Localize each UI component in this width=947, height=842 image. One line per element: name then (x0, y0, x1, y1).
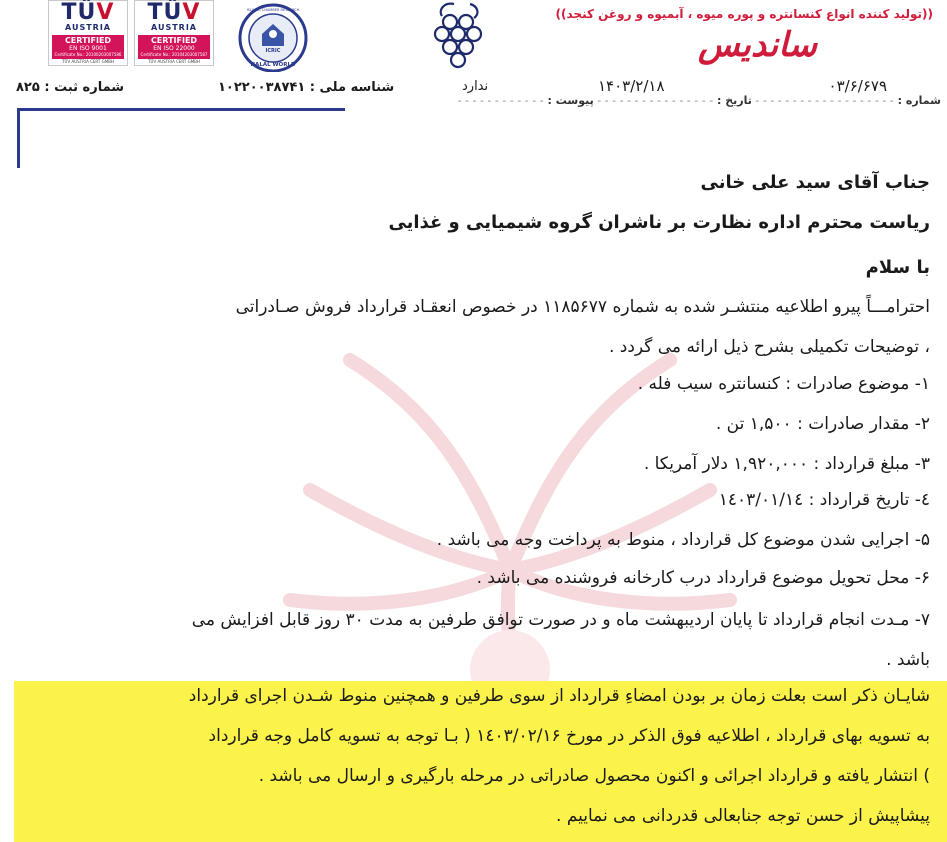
cert-number: Certificate No.: 20104203007587 (140, 52, 208, 57)
list-item: ۷- مـدت انجام قرارداد تا پایان اردیبهشت ماه و در صورت توافق طرفین به مدت ۳۰ روز قابل افزایش می (191, 610, 930, 630)
cert-status: CERTIFIED (64, 36, 112, 45)
letter-date: ۱۴۰۳/۲/۱۸ (598, 77, 665, 95)
closing-line: به تسویه بهای قرارداد ، اطلاعیه فوق الذکر در مورخ ۱٤۰۳/۰۲/۱۶ ( بـا توجه به تسویه کامل وجه قرارداد (208, 726, 930, 746)
list-item: ۳- مبلغ قرارداد : ۱,۹۲۰,۰۰۰ دلار آمریکا . (643, 454, 930, 474)
certificate-box (138, 35, 210, 59)
letter-number: ۰۳/۶/۶۷۹ (828, 77, 887, 95)
attachment-label: پیوست : (547, 94, 594, 107)
cert-number: Certificate No.: 20100203007586 (54, 52, 122, 57)
cert-standard: EN ISO 9001 (69, 45, 107, 52)
tuv-iso9001-badge (48, 0, 128, 66)
header-field-labels (458, 94, 941, 107)
national-id: شناسه ملی : ۱۰۲۲۰۰۳۸۷۴۱ (218, 80, 395, 95)
dotted-line: - - - - - - - - - - - - - - - - (593, 94, 714, 107)
recipient-name: جناب آقای سید علی خانی (700, 172, 930, 193)
tuv-austria-logo: TÜV (147, 0, 201, 25)
list-item: ۲- مقدار صادرات : ۱,۵۰۰ تن . (715, 414, 930, 434)
tuv-iso22000-badge (134, 0, 214, 66)
svg-text:ISLAMIC CHAMBER RESEARCH: ISLAMIC CHAMBER RESEARCH (246, 8, 300, 12)
list-item: ٤- تاریخ قرارداد : ۱٤۰۳/۰۱/۱٤ (718, 490, 930, 510)
cert-footer: TÜV AUSTRIA CERT GMBH (148, 59, 200, 64)
date-label: تاریخ : (717, 94, 752, 107)
company-name-logo: ساندیس (698, 25, 817, 65)
list-item: ۱- موضوع صادرات : کنسانتره سیب فله . (637, 374, 930, 394)
dotted-line: - - - - - - - - - - - - - - - - - - - (751, 94, 894, 107)
frame-line-vertical (17, 108, 20, 168)
cert-standard: EN ISO 22000 (153, 45, 195, 52)
cert-status: CERTIFIED (150, 36, 198, 45)
list-item: ۵- اجرایی شدن موضوع کل قرارداد ، منوط به پرداخت وجه می باشد . (436, 530, 930, 550)
certificate-box (52, 35, 124, 59)
greeting: با سلام (865, 257, 930, 278)
intro-line: احترامـــاً پیرو اطلاعیه منتشـر شده به شماره ۱۱۸۵۶۷۷ در خصوص انعقـاد قرارداد فروش صـادراتی (235, 297, 930, 317)
registration-number: شماره ثبت : ۸۲۵ (16, 80, 125, 95)
svg-text:HALAL WORLD: HALAL WORLD (250, 62, 296, 68)
company-tagline: ((تولید کننده انواع کنسانتره و پوره میوه ، آبمیوه و روغن کنجد)) (555, 7, 933, 21)
frame-line-horizontal (17, 108, 345, 111)
halal-seal-icon (232, 0, 314, 72)
tuv-country: AUSTRIA (151, 23, 197, 32)
grape-cluster-logo (414, 0, 504, 72)
cert-footer: TÜV AUSTRIA CERT GMBH (62, 59, 114, 64)
closing-line: ) انتشار یافته و قرارداد اجرائی و اکنون محصول صادراتی در مرحله بارگیری و ارسال می باشد . (258, 766, 930, 786)
number-label: شماره : (897, 94, 941, 107)
dotted-line: - - - - - - - - - - - - (457, 94, 544, 107)
list-item-continuation: باشد . (886, 650, 930, 670)
attachment-value: ندارد (462, 79, 489, 94)
svg-text:ICRIC: ICRIC (265, 48, 281, 54)
tuv-country: AUSTRIA (65, 23, 111, 32)
list-item: ۶- محل تحویل موضوع قرارداد درب کارخانه فروشنده می باشد . (476, 568, 930, 588)
closing-line: پیشاپیش از حسن توجه جنابعالی قدردانی می نماییم . (556, 806, 930, 826)
tuv-austria-logo: TÜV (61, 0, 115, 25)
closing-line: شایـان ذکر است بعلت زمان بر بودن امضاءِ قرارداد از سوی طرفین و همچنین منوط شـدن اجرای قرارداد (188, 686, 930, 706)
intro-line: ، توضیحات تکمیلی بشرح ذیل ارائه می گردد . (608, 337, 930, 357)
recipient-organization: ریاست محترم اداره نظارت بر ناشران گروه شیمیایی و غذایی (388, 212, 930, 233)
